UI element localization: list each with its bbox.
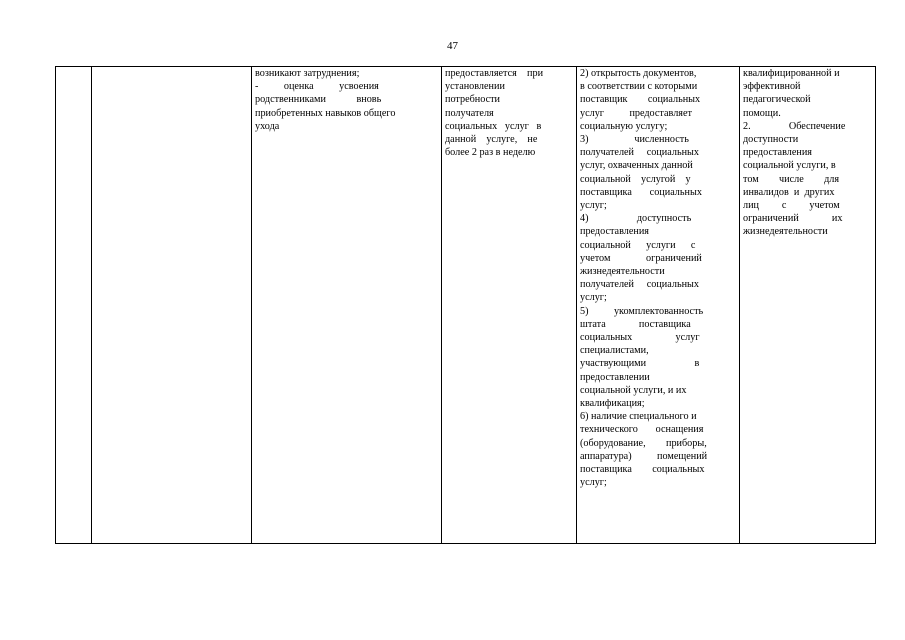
text-line: услуг, охваченных данной	[580, 160, 693, 172]
text-line: эффективной	[743, 81, 801, 93]
text-line: получателей социальных	[580, 147, 699, 159]
cell-service-name	[92, 67, 252, 544]
cell-quality-indicators	[577, 67, 740, 544]
text-line: штата поставщика	[580, 318, 691, 330]
text-line: более 2 раз в неделю	[445, 147, 536, 159]
text-line: получателя	[445, 107, 494, 119]
text-line: социальной услугой у	[580, 173, 691, 185]
cell-conditions	[740, 67, 876, 544]
text-line: услуг;	[580, 200, 607, 212]
table-row	[56, 67, 876, 544]
text-line: социальной услуги, и их	[580, 384, 687, 396]
services-table	[55, 66, 876, 544]
text-line: ухода	[255, 120, 280, 132]
text-line: получателей социальных	[580, 279, 699, 291]
cell-number	[56, 67, 92, 544]
text-line: учетом ограничений	[580, 252, 702, 264]
text-line: потребности	[445, 94, 501, 106]
text-line: квалифицированной и	[743, 68, 840, 79]
text-line: социальной услуги, в	[743, 160, 836, 172]
text-line: 4) доступность	[580, 213, 692, 225]
text-line: - оценка усвоения	[255, 81, 379, 93]
text-line: установлении	[445, 81, 505, 93]
text-line: 6) наличие специального и	[580, 411, 697, 423]
cell-terms	[442, 67, 577, 544]
text-line: услуг;	[580, 477, 607, 489]
text-line: жизнедеятельности	[743, 226, 828, 238]
text-line: родственниками вновь	[255, 94, 382, 106]
text-line: помощи.	[743, 107, 781, 119]
text-line: 5) укомплектованность	[580, 305, 704, 317]
text-line: поставщика социальных	[580, 464, 705, 476]
text-line: 2) открытость документов,	[580, 68, 697, 79]
cell-description	[252, 67, 442, 544]
text-line: предоставляется при	[445, 68, 544, 79]
text-line: предоставлении	[580, 371, 650, 383]
text-line: услуг предоставляет	[580, 107, 692, 119]
text-line: технического оснащения	[580, 424, 704, 436]
text-line: поставщика социальных	[580, 186, 702, 198]
text-line: квалификация;	[580, 398, 645, 410]
text-line: социальных услуг в	[445, 120, 542, 132]
text-line: инвалидов и других	[743, 186, 835, 198]
text-line: социальную услугу;	[580, 120, 668, 132]
text-line: (оборудование, приборы,	[580, 437, 707, 449]
text-line: социальных услуг	[580, 332, 700, 344]
text-line: 2. Обеспечение	[743, 120, 846, 132]
page-number: 47	[447, 40, 458, 52]
text-line: жизнедеятельности	[580, 266, 665, 278]
text-line: доступности	[743, 134, 799, 146]
text-line: данной услуге, не	[445, 134, 538, 146]
text-line: поставщик социальных	[580, 94, 701, 106]
text-line: возникают затруднения;	[255, 68, 360, 79]
text-line: в соответствии с которыми	[580, 81, 698, 93]
text-line: приобретенных навыков общего	[255, 107, 396, 119]
text-line: участвующими в	[580, 358, 700, 370]
text-line: предоставления	[743, 147, 812, 159]
text-line: предоставления	[580, 226, 649, 238]
text-line: ограничений их	[743, 213, 843, 225]
text-line: педагогической	[743, 94, 811, 106]
text-line: специалистами,	[580, 345, 649, 357]
text-line: 3) численность	[580, 134, 689, 146]
text-line: услуг;	[580, 292, 607, 304]
text-line: социальной услуги с	[580, 239, 696, 251]
text-line: лиц с учетом	[743, 200, 840, 212]
text-line: аппаратура) помещений	[580, 450, 708, 462]
text-line: том числе для	[743, 173, 840, 185]
